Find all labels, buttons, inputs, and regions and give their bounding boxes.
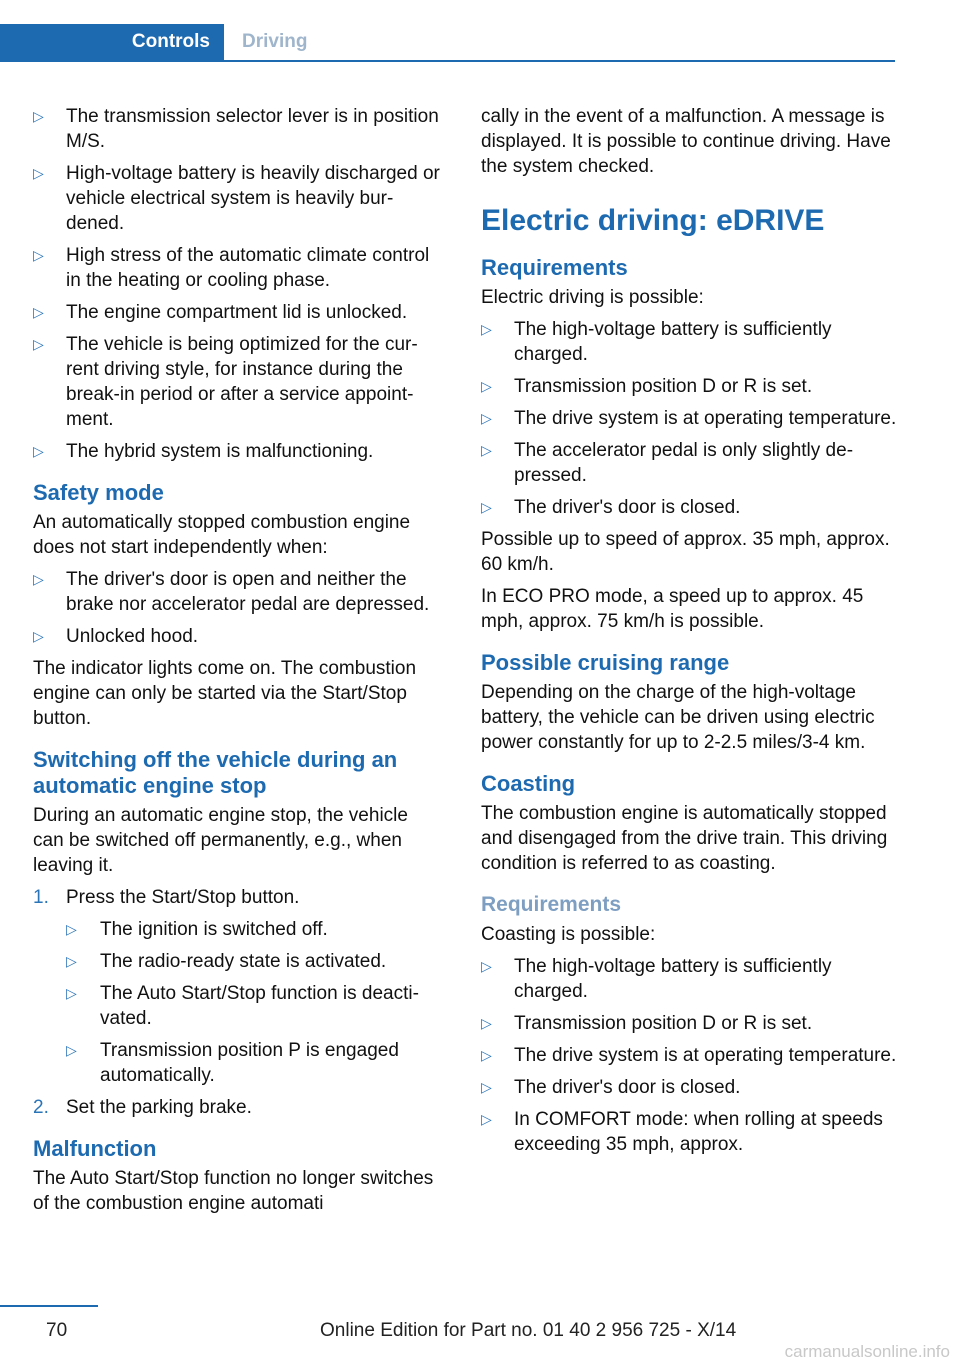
edrive-speed-note: Possible up to speed of approx. 35 mph, approx. 60 km/h. (481, 529, 890, 575)
list-item: ▷ High-voltage battery is heavily discharged or vehicle electrical system is heavily burdened. (33, 163, 440, 234)
triangle-bullet-icon: ▷ (481, 1015, 492, 1031)
malfunction-text: The Auto Start/Stop function no longer switches of the combustion engine automati (33, 1168, 434, 1214)
list-item: ▷ The engine compartment lid is unlocked. (33, 302, 408, 323)
page-header (0, 24, 895, 62)
list-item: ▷ The drive system is at operating temperature. (481, 1045, 897, 1066)
footer-rule (0, 1305, 98, 1307)
switch-off-heading: Switching off the vehicle during an automatic engine stop (33, 747, 398, 798)
coasting-requirements-intro: Coasting is possible: (481, 924, 656, 945)
coasting-requirements-heading: Requirements (481, 893, 622, 916)
left-column (33, 104, 443, 1223)
list-item: ▷ The driver's door is closed. (481, 497, 741, 518)
safety-mode-heading: Safety mode (33, 480, 164, 505)
triangle-bullet-icon: ▷ (33, 247, 44, 263)
triangle-bullet-icon: ▷ (33, 336, 44, 352)
right-column (481, 104, 901, 1164)
malfunction-continued: cally in the event of a malfunction. A message is displayed. It is possible to continue driving. Have the system checked. (481, 106, 891, 177)
list-item: ▷ The Auto Start/Stop function is deactivated. (66, 983, 419, 1029)
triangle-bullet-icon: ▷ (481, 442, 492, 458)
condition-list (33, 104, 443, 464)
list-item: ▷ Transmission position P is engaged automatically. (66, 1040, 399, 1086)
switch-off-intro: During an automatic engine stop, the vehicle can be switched off permanently, e.g., when leaving it. (33, 805, 408, 876)
list-item: ▷ Transmission position D or R is set. (481, 376, 813, 397)
triangle-bullet-icon: ▷ (481, 378, 492, 394)
triangle-bullet-icon: ▷ (33, 443, 44, 459)
watermark-text: carmanualsonline.info (784, 1342, 950, 1361)
list-item: ▷ Transmission position D or R is set. (481, 1013, 813, 1034)
triangle-bullet-icon: ▷ (481, 1111, 492, 1127)
cruising-range-heading: Possible cruising range (481, 650, 730, 675)
list-item: ▷ In COMFORT mode: when rolling at speeds exceeding 35 mph, approx. (481, 1109, 883, 1155)
switch-off-steps (33, 885, 443, 1120)
triangle-bullet-icon: ▷ (66, 953, 77, 969)
edition-note: Online Edition for Part no. 01 40 2 956 725 - X/14 (320, 1320, 737, 1341)
safety-mode-intro: An automatically stopped combustion engine does not start independently when: (33, 512, 411, 558)
list-item: ▷ The accelerator pedal is only slightly depressed. (481, 440, 854, 486)
cruising-range-text: Depending on the charge of the high-voltage battery, the vehicle can be driven using electric power constantly for up to 2-2.5 miles/3-4 km. (481, 682, 875, 753)
list-item: ▷ High stress of the automatic climate control in the heating or cooling phase. (33, 245, 430, 291)
list-item: ▷ The transmission selector lever is in position M/S. (33, 106, 439, 152)
edrive-title: Electric driving: eDRIVE (481, 204, 825, 237)
header-rule (0, 60, 895, 62)
edrive-requirements-heading: Requirements (481, 255, 628, 280)
section-tab-controls[interactable]: Controls (0, 24, 224, 60)
edrive-eco-pro-note: In ECO PRO mode, a speed up to approx. 45 mph, approx. 75 km/h is possible. (481, 586, 864, 632)
triangle-bullet-icon: ▷ (33, 628, 44, 644)
step-number: 1. (33, 887, 49, 908)
list-item: ▷ The ignition is switched off. (66, 919, 328, 940)
malfunction-heading: Malfunction (33, 1136, 157, 1161)
edrive-requirements-list (481, 317, 901, 520)
triangle-bullet-icon: ▷ (481, 1047, 492, 1063)
step-item: 1. Press the Start/Stop button. ▷ The ignition is switched off. ▷ The radio-ready state is activated. ▷ The Auto Start/Stop function is deactivated. ▷ Transmission position P is engaged automatically. (33, 885, 443, 1088)
list-item: ▷ The driver's door is open and neither the brake nor accelerator pedal are depressed. (33, 569, 430, 615)
step-number: 2. (33, 1097, 49, 1118)
triangle-bullet-icon: ▷ (481, 1079, 492, 1095)
section-tab-driving[interactable]: Driving (242, 31, 308, 52)
safety-mode-note: The indicator lights come on. The combustion engine can only be started via the Start/Stop button. (33, 658, 417, 729)
triangle-bullet-icon: ▷ (33, 304, 44, 320)
triangle-bullet-icon: ▷ (33, 571, 44, 587)
triangle-bullet-icon: ▷ (66, 985, 77, 1001)
triangle-bullet-icon: ▷ (481, 499, 492, 515)
list-item: ▷ The drive system is at operating temperature. (481, 408, 897, 429)
coasting-heading: Coasting (481, 771, 576, 796)
list-item: ▷ Unlocked hood. (33, 626, 199, 647)
safety-mode-list (33, 567, 443, 649)
step-item: 2. Set the parking brake. (33, 1097, 252, 1118)
triangle-bullet-icon: ▷ (481, 410, 492, 426)
triangle-bullet-icon: ▷ (66, 921, 77, 937)
page-number: 70 (46, 1320, 68, 1341)
triangle-bullet-icon: ▷ (481, 958, 492, 974)
step-sub-list (66, 917, 443, 1088)
list-item: ▷ The high-voltage battery is sufficiently charged. (481, 956, 832, 1002)
coasting-text: The combustion engine is automatically stopped and disengaged from the drive train. This driving condition is referred to as coasting. (481, 803, 888, 874)
list-item: ▷ The high-voltage battery is sufficiently charged. (481, 319, 832, 365)
list-item: ▷ The driver's door is closed. (481, 1077, 741, 1098)
triangle-bullet-icon: ▷ (33, 165, 44, 181)
triangle-bullet-icon: ▷ (33, 108, 44, 124)
triangle-bullet-icon: ▷ (481, 321, 492, 337)
list-item: ▷ The radio-ready state is activated. (66, 951, 387, 972)
coasting-requirements-list (481, 954, 901, 1157)
triangle-bullet-icon: ▷ (66, 1042, 77, 1058)
list-item: ▷ The vehicle is being optimized for the current driving style, for instance during the break-in period or after a service appointment. (33, 334, 418, 430)
edrive-requirements-intro: Electric driving is possible: (481, 287, 704, 308)
list-item: ▷ The hybrid system is malfunctioning. (33, 441, 374, 462)
